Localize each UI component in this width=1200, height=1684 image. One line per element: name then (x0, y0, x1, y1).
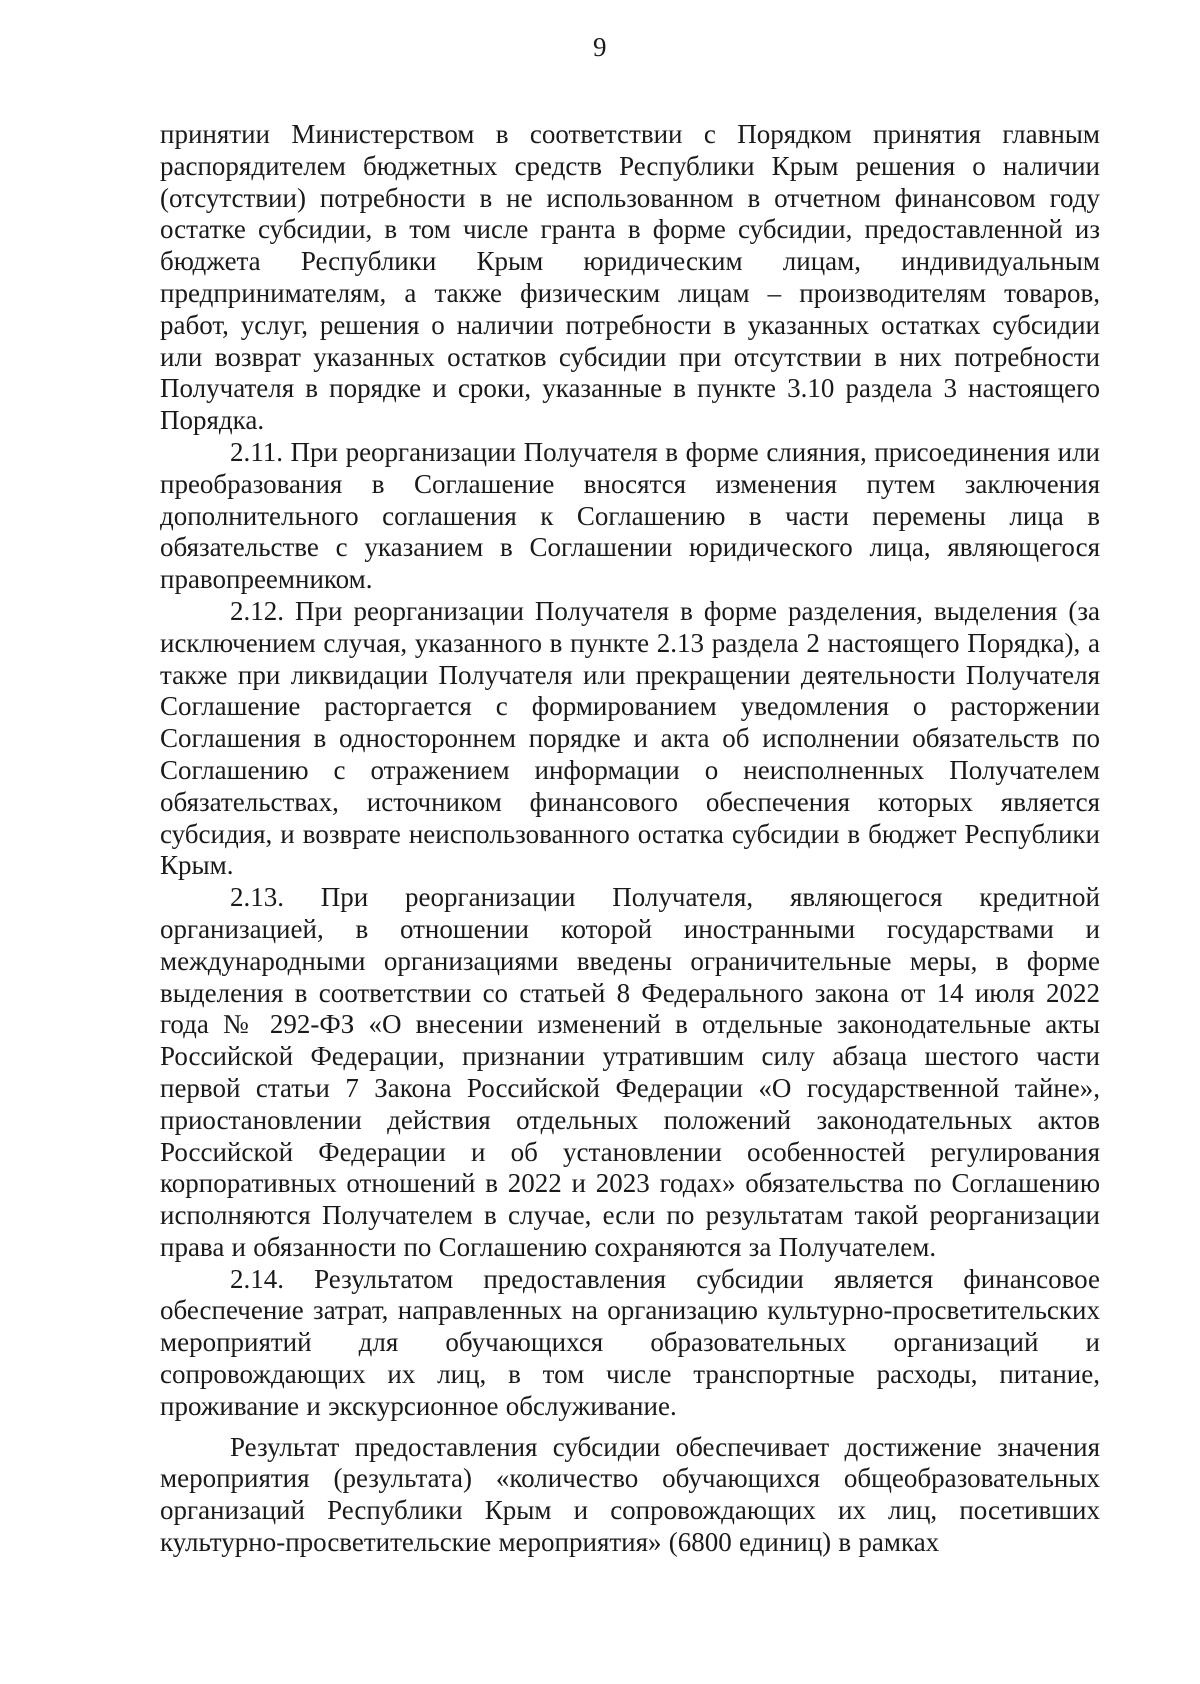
paragraph-continuation: принятии Министерством в соответствии с Порядком принятия главным распорядителем бюджетных средств Республики Крым решения о наличии (отсутствии) потребности в не использованном в отчетном финансовом году остатке субсидии, в том числе гранта в форме субсидии, предоставленной из бюджета Республики Крым юридическим лицам, индивидуальным предпринимателям, а также физическим лицам – производителям товаров, работ, услуг, решения о наличии потребности в указанных остатках субсидии или возврат указанных остатков субсидии при отсутствии в них потребности Получателя в порядке и сроки, указанные в пункте 3.10 раздела 3 настоящего Порядка. (160, 119, 1100, 436)
document-body (160, 119, 1100, 1559)
paragraph-2-14: 2.14. Результатом предоставления субсидии является финансовое обеспечение затрат, направленных на организацию культурно-просветительских мероприятий для обучающихся образовательных организаций и сопровождающих их лиц, в том числе транспортные расходы, питание, проживание и экскурсионное обслуживание. (160, 1263, 1100, 1421)
paragraph-2-11: 2.11. При реорганизации Получателя в форме слияния, присоединения или преобразования в Соглашение вносятся изменения путем заключения дополнительного соглашения к Соглашению в части перемены лица в обязательстве с указанием в Соглашении юридического лица, являющегося правопреемником. (160, 436, 1100, 595)
page-number: 9 (593, 32, 607, 62)
paragraph-2-13: 2.13. При реорганизации Получателя, являющегося кредитной организацией, в отношении которой иностранными государствами и международными организациями введены ограничительные меры, в форме выделения в соответствии со статьей 8 Федерального закона от 14 июля 2022 года № 292-ФЗ «О внесении изменений в отдельные законодательные акты Российской Федерации, признании утратившим силу абзаца шестого части первой статьи 7 Закона Российской Федерации «О государственной тайне», приостановлении действия отдельных положений законодательных актов Российской Федерации и об установлении особенностей регулирования корпоративных отношений в 2022 и 2023 годах» обязательства по Соглашению исполняются Получателем в случае, если по результатам такой реорганизации права и обязанности по Соглашению сохраняются за Получателем. (160, 882, 1100, 1262)
paragraph-result: Результат предоставления субсидии обеспечивает достижение значения мероприятия (результата) «количество обучающихся общеобразовательных организаций Республики Крым и сопровождающих их лиц, посетивших культурно-просветительские мероприятия» (6800 единиц) в рамках (160, 1431, 1100, 1558)
paragraph-2-12: 2.12. При реорганизации Получателя в форме разделения, выделения (за исключением случая, указанного в пункте 2.13 раздела 2 настоящего Порядка), а также при ликвидации Получателя или прекращении деятельности Получателя Соглашение расторгается с формированием уведомления о расторжении Соглашения в одностороннем порядке и акта об исполнении обязательств по Соглашению с отражением информации о неисполненных Получателем обязательствах, источником финансового обеспечения которых является субсидия, и возврате неиспользованного остатка субсидии в бюджет Республики Крым. (160, 595, 1100, 881)
